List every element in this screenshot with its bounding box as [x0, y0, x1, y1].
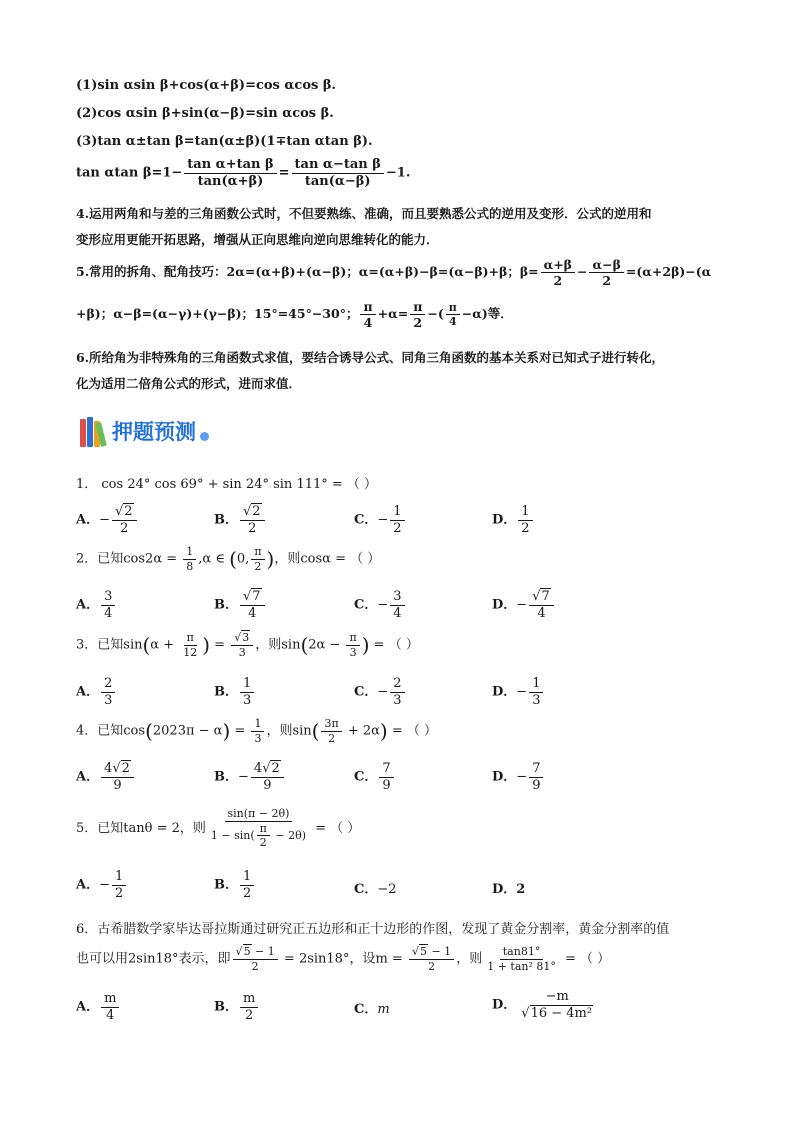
q5-option-c: C．−2: [354, 882, 397, 897]
question-6-line2: 也可以用2sin18°表示，即 $\frac{√5 - 1}{2}$ = 2sin18°，设m = $\frac{√5 - 1}{2}$ ，则 $\frac{\tan 81^\circ}{\text{1 + tan² 81°}}$ = （ ）: [76, 945, 611, 973]
formula-2: (2)cos αsin β+sin(α−β)=sin αcos β.: [76, 106, 334, 121]
q5-option-b: B． $\frac{1}{2}$: [214, 870, 256, 900]
q6-option-d: D． $\frac{-m}{\text{√16 − 4m²}}$: [492, 989, 593, 1021]
q5-option-a: A．− $\frac{1}{2}$: [76, 870, 128, 900]
q4-option-b: B．− $\frac{4√2}{9}$: [214, 762, 286, 792]
question-2: 2．已知cos2α = $\frac{1}{8}$ ,α ∈ (0, $\frac{\pi}{2}$ )，则cosα = （ ）: [76, 545, 381, 573]
q1-option-a: A．− $\frac{√2}{2}$: [76, 505, 139, 535]
question-6-line1: 6．古希腊数学家毕达哥拉斯通过研究正五边形和正十边形的作图，发现了黄金分割率，黄金分割率的值: [76, 922, 670, 937]
q2-option-a: A． $\frac{3}{4}$: [76, 590, 117, 620]
q4-option-c: C． $\frac{7}{9}$: [354, 762, 396, 792]
q4-option-a: A． $\frac{4√2}{9}$: [76, 762, 136, 792]
books-icon: [80, 415, 108, 447]
q1-option-d: D． $\frac{1}{2}$: [492, 505, 535, 535]
formula-3: (3)tan α±tan β=tan(α±β)(1∓tan αtan β).: [76, 134, 373, 149]
q5-option-d: D．2: [492, 882, 526, 897]
q6-option-c: C．m: [354, 1002, 390, 1017]
q1-option-b: B． $\frac{√2}{2}$: [214, 505, 267, 535]
q3-option-d: D．− $\frac{1}{3}$: [492, 677, 545, 707]
question-3: 3．已知sin(α + $\frac{\pi}{12}$ ) = $\frac{√3}{3}$ ，则sin(2α − $\frac{\pi}{3}$ ) = （ ）: [76, 631, 419, 659]
q4-option-d: D．− $\frac{7}{9}$: [492, 762, 545, 792]
q6-option-b: B． $\frac{m}{2}$: [214, 992, 260, 1022]
formula-1: (1)sin αsin β+cos(α+β)=cos αcos β.: [76, 78, 336, 93]
note-5-line2: +β)；α−β=(α−γ)+(γ−β)；15°=45°−30°； $\frac{\pi}{4}$ +α= $\frac{\pi}{2}$ −( $\frac{\pi}{4}$ −α)等．: [76, 299, 513, 331]
q2-option-b: B． $\frac{√7}{4}$: [214, 590, 267, 620]
section-header: [80, 414, 209, 448]
question-5: 5．已知tanθ = 2，则 sin(π − 2θ) 1 − sin( $\frac{\pi}{2}$ − 2θ) = （ ）: [76, 807, 361, 850]
q2-option-c: C．− $\frac{3}{4}$: [354, 590, 407, 620]
q6-option-a: A． $\frac{m}{4}$: [76, 992, 121, 1022]
note-6-line2: 化为适用二倍角公式的形式，进而求值．: [76, 376, 302, 391]
note-4-line1: 4.运用两角和与差的三角函数公式时，不但要熟练、准确，而且要熟悉公式的逆用及变形．公式的逆用和: [76, 206, 652, 221]
question-4: 4．已知cos(2023π − α) = $\frac{1}{3}$ ，则sin( $\frac{3\pi}{2}$ + 2α) = （ ）: [76, 717, 438, 745]
note-4-line2: 变形应用更能开拓思路，增强从正向思维向逆向思维转化的能力．: [76, 232, 439, 247]
note-5-line1: 5.常用的拆角、配角技巧：2α=(α+β)+(α−β)；α=(α+β)−β=(α−β)+β；β= $\frac{\alpha+\beta}{2}$ − $\frac{\alpha-\beta}{2}$ =(α+2β)−(α: [76, 257, 712, 289]
q3-option-c: C．− $\frac{2}{3}$: [354, 677, 407, 707]
section-title: 押题预测: [112, 420, 196, 444]
q3-option-a: A． $\frac{2}{3}$: [76, 677, 117, 707]
question-1: 1． cos 24° cos 69° + sin 24° sin 111° = （ ）: [76, 477, 378, 492]
q2-option-d: D．− $\frac{√7}{4}$: [492, 590, 556, 620]
q1-option-c: C．− $\frac{1}{2}$: [354, 505, 407, 535]
note-6-line1: 6.所给角为非特殊角的三角函数式求值，要结合诱导公式、同角三角函数的基本关系对已知式子进行转化，: [76, 350, 665, 365]
dot-icon: [200, 432, 209, 441]
formula-4: tan αtan β=1− $\frac{\text{tan α+tan β}}{\tan(\alpha+\beta)}$ = $\frac{\text{tan α−tan β}}{\tan(\alpha-\beta)}$ −1.: [76, 157, 411, 189]
q3-option-b: B． $\frac{1}{3}$: [214, 677, 256, 707]
